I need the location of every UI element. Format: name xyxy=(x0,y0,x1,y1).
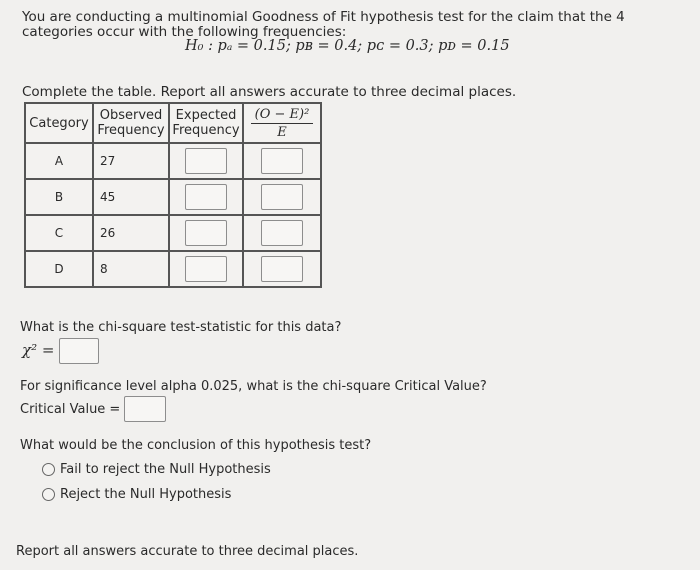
option-label: Reject the Null Hypothesis xyxy=(60,487,232,502)
component-input[interactable] xyxy=(261,184,303,210)
row-component-cell xyxy=(244,252,320,286)
row-category: C xyxy=(26,216,92,250)
component-input[interactable] xyxy=(261,256,303,282)
table-header-row xyxy=(26,104,320,142)
chi-square-question: What is the chi-square test-statistic for this data? xyxy=(20,320,342,335)
expected-input[interactable] xyxy=(185,184,227,210)
row-expected-cell xyxy=(170,180,242,214)
row-component-cell xyxy=(244,216,320,250)
header-observed-line2: Frequency xyxy=(97,123,165,138)
expected-input[interactable] xyxy=(185,220,227,246)
chi-square-row xyxy=(22,338,99,364)
critical-value-row xyxy=(20,396,166,422)
problem-intro: You are conducting a multinomial Goodness of Fit hypothesis test for the claim that the 4 categories occur with the following frequencies: xyxy=(22,9,625,40)
row-observed: 26 xyxy=(94,216,168,250)
conclusion-question: What would be the conclusion of this hypothesis test? xyxy=(20,438,372,453)
table-row xyxy=(26,252,320,286)
header-category: Category xyxy=(26,104,92,142)
header-expected-line2: Frequency xyxy=(172,123,240,138)
row-expected-cell xyxy=(170,144,242,178)
footer-note: Report all answers accurate to three decimal places. xyxy=(16,544,359,559)
component-input[interactable] xyxy=(261,220,303,246)
table-row xyxy=(26,216,320,250)
fraction-denominator: E xyxy=(277,124,287,140)
row-component-cell xyxy=(244,144,320,178)
expected-input[interactable] xyxy=(185,148,227,174)
chi-component-fraction xyxy=(251,107,314,140)
critical-value-input[interactable] xyxy=(124,396,166,422)
fraction-numerator: (O − E)² xyxy=(251,107,314,124)
chi-square-label: χ² = xyxy=(22,341,55,359)
option-label: Fail to reject the Null Hypothesis xyxy=(60,462,271,477)
header-chi-component xyxy=(244,104,320,142)
row-category: D xyxy=(26,252,92,286)
option-fail-to-reject[interactable] xyxy=(42,462,271,477)
row-observed: 45 xyxy=(94,180,168,214)
expected-input[interactable] xyxy=(185,256,227,282)
header-expected xyxy=(170,104,242,142)
option-reject[interactable] xyxy=(42,487,231,502)
table-instruction: Complete the table. Report all answers accurate to three decimal places. xyxy=(22,84,517,100)
row-observed: 27 xyxy=(94,144,168,178)
table-row xyxy=(26,180,320,214)
critical-value-question: For significance level alpha 0.025, what is the chi-square Critical Value? xyxy=(20,379,487,394)
row-category: A xyxy=(26,144,92,178)
radio-circle-icon[interactable] xyxy=(42,488,55,501)
row-component-cell xyxy=(244,180,320,214)
frequency-table xyxy=(24,102,322,288)
header-observed-line1: Observed xyxy=(99,108,163,123)
header-expected-line1: Expected xyxy=(175,108,237,123)
radio-circle-icon[interactable] xyxy=(42,463,55,476)
table-row xyxy=(26,144,320,178)
row-expected-cell xyxy=(170,216,242,250)
component-input[interactable] xyxy=(261,148,303,174)
row-observed: 8 xyxy=(94,252,168,286)
chi-square-input[interactable] xyxy=(59,338,99,364)
row-category: B xyxy=(26,180,92,214)
critical-value-label: Critical Value = xyxy=(20,401,121,417)
null-hypothesis: H₀ : pₐ = 0.15; pʙ = 0.4; pᴄ = 0.3; pᴅ = 0.15 xyxy=(185,38,510,54)
row-expected-cell xyxy=(170,252,242,286)
header-observed xyxy=(94,104,168,142)
